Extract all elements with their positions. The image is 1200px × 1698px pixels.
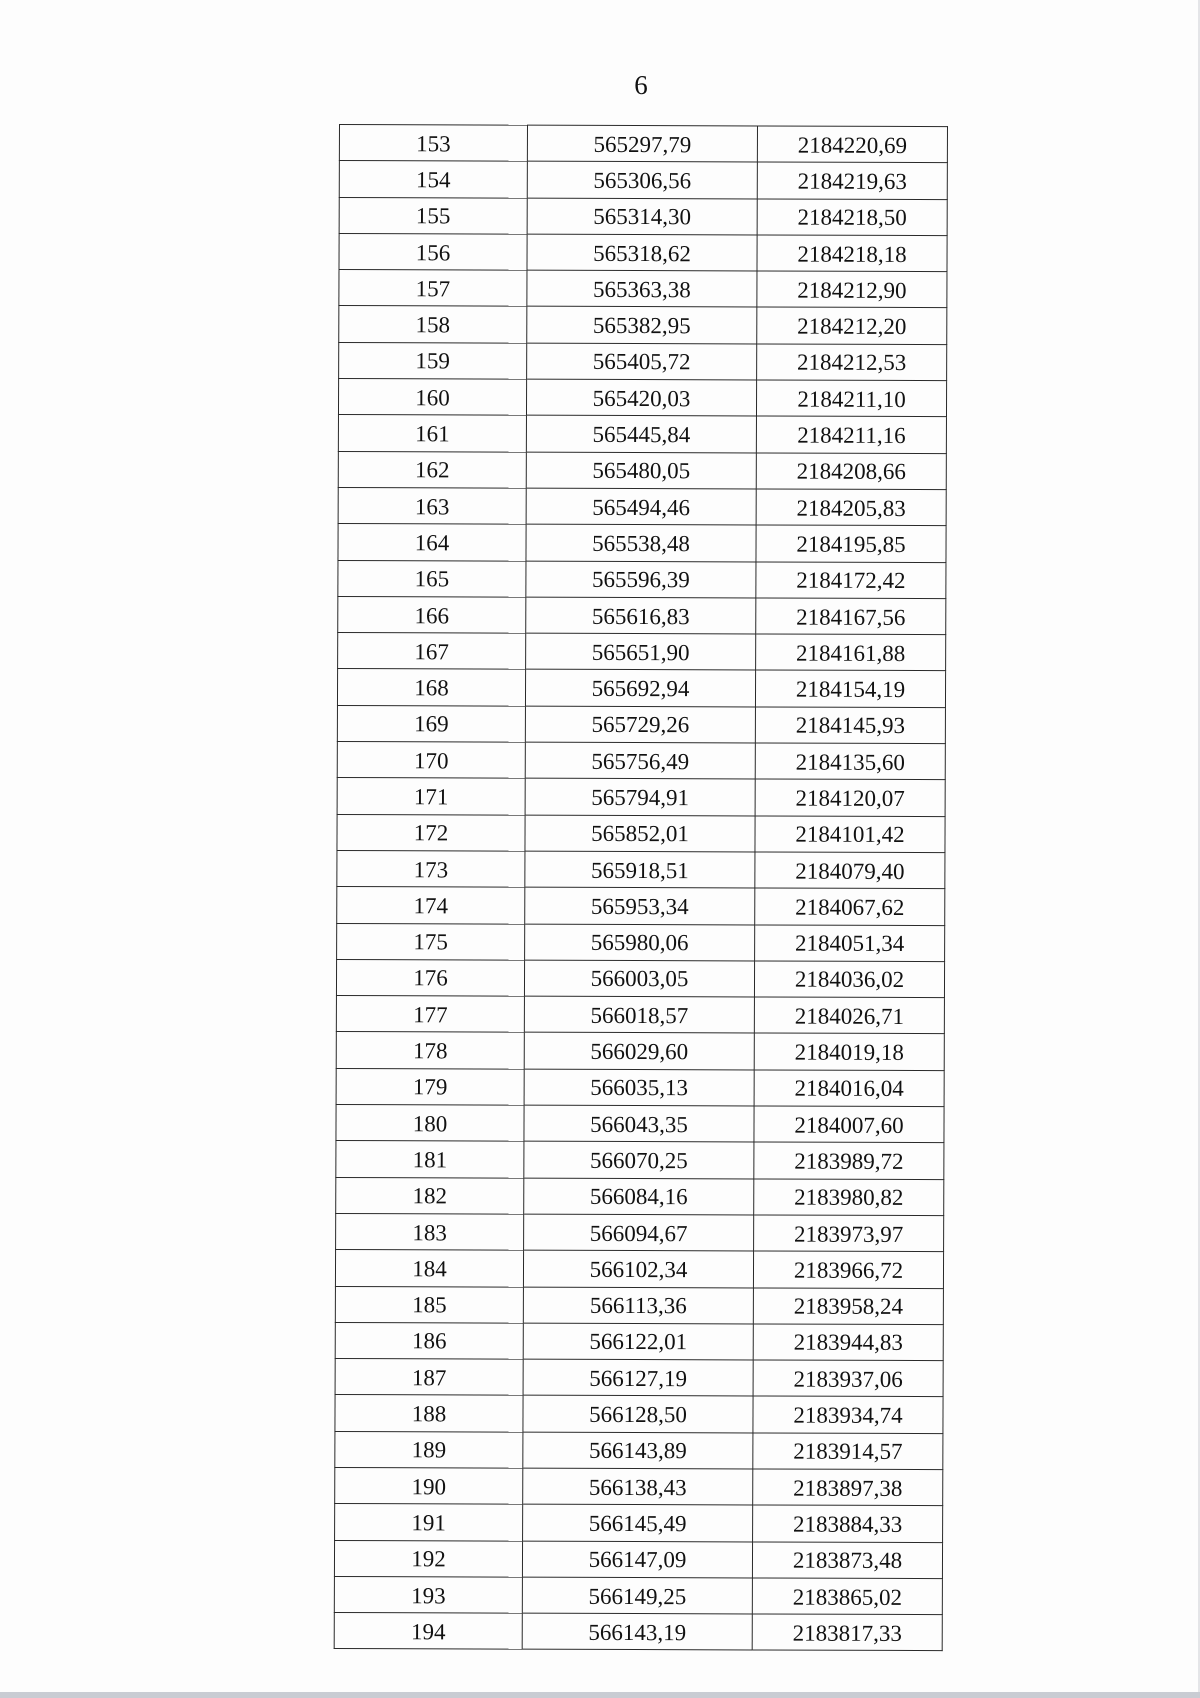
point-number-cell: 159	[339, 342, 527, 379]
coordinate-y-cell: 2184218,50	[757, 199, 947, 236]
coordinate-x-cell: 566149,25	[522, 1577, 752, 1614]
table-row	[335, 1359, 943, 1397]
coordinate-y-cell: 2183914,57	[753, 1433, 943, 1470]
table-row	[336, 1032, 944, 1070]
coordinate-y-cell: 2184007,60	[754, 1106, 944, 1143]
point-number-cell: 172	[337, 814, 525, 851]
table-row	[338, 596, 946, 634]
point-number-cell: 156	[339, 233, 527, 270]
coordinate-x-cell: 566143,19	[522, 1613, 752, 1650]
coordinate-y-cell: 2184220,69	[757, 126, 947, 163]
table-row	[337, 850, 945, 888]
point-number-cell: 193	[334, 1576, 522, 1613]
table-row	[336, 1177, 944, 1215]
coordinate-x-cell: 566128,50	[523, 1396, 753, 1433]
point-number-cell: 173	[337, 850, 525, 887]
coordinate-y-cell: 2183937,06	[753, 1360, 943, 1397]
coordinate-x-cell: 565794,91	[525, 778, 755, 815]
coordinate-x-cell: 566035,13	[524, 1069, 754, 1106]
coordinate-y-cell: 2184172,42	[756, 562, 946, 599]
coordinate-y-cell: 2183980,82	[754, 1179, 944, 1216]
coordinate-y-cell: 2184026,71	[754, 997, 944, 1034]
point-number-cell: 163	[338, 487, 526, 524]
table-row	[337, 669, 945, 707]
point-number-cell: 188	[335, 1395, 523, 1432]
coordinate-x-cell: 565480,05	[526, 452, 756, 489]
coordinate-y-cell: 2183897,38	[753, 1469, 943, 1506]
coordinate-y-cell: 2184212,20	[757, 307, 947, 344]
coordinate-x-cell: 565445,84	[526, 416, 756, 453]
table-row	[335, 1286, 943, 1324]
table-row	[335, 1504, 943, 1542]
point-number-cell: 153	[339, 125, 527, 162]
point-number-cell: 179	[336, 1068, 524, 1105]
table-row	[336, 959, 944, 997]
coordinate-x-cell: 566070,25	[524, 1141, 754, 1178]
coordinate-y-cell: 2184212,90	[757, 271, 947, 308]
coordinate-y-cell: 2184036,02	[754, 961, 944, 998]
coordinate-y-cell: 2183973,97	[754, 1215, 944, 1252]
table-row	[338, 560, 946, 598]
point-number-cell: 170	[337, 742, 525, 779]
point-number-cell: 160	[338, 379, 526, 416]
coordinate-y-cell: 2184120,07	[755, 779, 945, 816]
table-row	[335, 1395, 943, 1433]
coordinate-y-cell: 2183966,72	[753, 1251, 943, 1288]
point-number-cell: 175	[337, 923, 525, 960]
point-number-cell: 157	[339, 270, 527, 307]
point-number-cell: 192	[334, 1540, 522, 1577]
point-number-cell: 161	[338, 415, 526, 452]
table-row	[338, 633, 946, 671]
coordinate-x-cell: 566084,16	[524, 1178, 754, 1215]
coordinate-y-cell: 2184154,19	[755, 670, 945, 707]
table-row	[339, 197, 947, 235]
coordinate-x-cell: 565314,30	[527, 198, 757, 235]
coordinate-x-cell: 566102,34	[523, 1250, 753, 1287]
point-number-cell: 176	[336, 959, 524, 996]
coordinate-y-cell: 2184211,16	[756, 416, 946, 453]
point-number-cell: 174	[337, 887, 525, 924]
point-number-cell: 180	[336, 1105, 524, 1142]
coordinate-y-cell: 2183958,24	[753, 1287, 943, 1324]
table-row	[335, 1250, 943, 1288]
coordinate-x-cell: 565596,39	[526, 561, 756, 598]
coordinate-x-cell: 566138,43	[523, 1468, 753, 1505]
table-row	[335, 1322, 943, 1360]
coordinate-x-cell: 565538,48	[526, 524, 756, 561]
page-number: 6	[634, 70, 648, 100]
coordinate-y-cell: 2184167,56	[756, 598, 946, 635]
coordinate-y-cell: 2184161,88	[756, 634, 946, 671]
coordinate-x-cell: 566029,60	[524, 1033, 754, 1070]
coordinate-x-cell: 566122,01	[523, 1323, 753, 1360]
coordinate-y-cell: 2183884,33	[753, 1505, 943, 1542]
point-number-cell: 184	[335, 1250, 523, 1287]
coordinate-x-cell: 566127,19	[523, 1359, 753, 1396]
coordinate-x-cell: 565363,38	[527, 270, 757, 307]
coordinate-y-cell: 2184051,34	[755, 924, 945, 961]
table-row	[334, 1576, 942, 1614]
coordinate-y-cell: 2184135,60	[755, 743, 945, 780]
point-number-cell: 189	[335, 1431, 523, 1468]
point-number-cell: 162	[338, 451, 526, 488]
table-row	[338, 451, 946, 489]
coordinate-x-cell: 565297,79	[527, 125, 757, 162]
coordinates-table	[334, 124, 948, 1652]
table-row	[337, 923, 945, 961]
table-row	[336, 1141, 944, 1179]
coordinate-y-cell: 2184195,85	[756, 525, 946, 562]
table-row	[334, 1613, 942, 1651]
coordinate-y-cell: 2183865,02	[752, 1578, 942, 1615]
coordinates-table-body	[334, 125, 947, 1652]
coordinate-y-cell: 2184067,62	[755, 888, 945, 925]
coordinate-y-cell: 2184016,04	[754, 1070, 944, 1107]
coordinate-y-cell: 2184211,10	[756, 380, 946, 417]
point-number-cell: 165	[338, 560, 526, 597]
coordinate-y-cell: 2184079,40	[755, 852, 945, 889]
coordinate-y-cell: 2183873,48	[752, 1542, 942, 1579]
coordinate-x-cell: 566113,36	[523, 1287, 753, 1324]
coordinate-x-cell: 566018,57	[524, 996, 754, 1033]
coordinate-y-cell: 2183934,74	[753, 1396, 943, 1433]
point-number-cell: 154	[339, 161, 527, 198]
point-number-cell: 190	[335, 1467, 523, 1504]
coordinate-y-cell: 2184219,63	[757, 162, 947, 199]
table-row	[338, 524, 946, 562]
table-row	[339, 125, 947, 163]
point-number-cell: 185	[335, 1286, 523, 1323]
table-row	[336, 1213, 944, 1251]
table-row	[337, 705, 945, 743]
coordinate-x-cell: 565756,49	[525, 742, 755, 779]
coordinate-y-cell: 2184218,18	[757, 235, 947, 272]
coordinate-y-cell: 2184208,66	[756, 453, 946, 490]
coordinate-x-cell: 566094,67	[524, 1214, 754, 1251]
coordinate-x-cell: 565318,62	[527, 234, 757, 271]
point-number-cell: 183	[336, 1213, 524, 1250]
point-number-cell: 181	[336, 1141, 524, 1178]
coordinate-x-cell: 565306,56	[527, 161, 757, 198]
coordinate-x-cell: 566145,49	[523, 1504, 753, 1541]
point-number-cell: 169	[337, 705, 525, 742]
table-row	[338, 379, 946, 417]
coordinate-y-cell: 2183817,33	[752, 1614, 942, 1651]
coordinate-x-cell: 565918,51	[525, 851, 755, 888]
point-number-cell: 191	[335, 1504, 523, 1541]
coordinate-y-cell: 2184145,93	[755, 707, 945, 744]
coordinate-x-cell: 565420,03	[526, 379, 756, 416]
scan-edge-bottom	[0, 1692, 1200, 1698]
point-number-cell: 187	[335, 1359, 523, 1396]
table-row	[338, 415, 946, 453]
point-number-cell: 182	[336, 1177, 524, 1214]
table-row	[339, 270, 947, 308]
table-row	[336, 996, 944, 1034]
coordinate-x-cell: 565651,90	[526, 633, 756, 670]
table-row	[339, 233, 947, 271]
point-number-cell: 186	[335, 1322, 523, 1359]
coordinate-x-cell: 566143,89	[523, 1432, 753, 1469]
coordinate-y-cell: 2183944,83	[753, 1324, 943, 1361]
coordinate-x-cell: 565980,06	[525, 924, 755, 961]
table-row	[337, 887, 945, 925]
table-row	[339, 161, 947, 199]
coordinate-x-cell: 565616,83	[526, 597, 756, 634]
table-row	[336, 1068, 944, 1106]
coordinate-y-cell: 2184212,53	[757, 344, 947, 381]
table-row	[337, 742, 945, 780]
coordinate-y-cell: 2184019,18	[754, 1033, 944, 1070]
table-row	[335, 1431, 943, 1469]
table-row	[335, 1467, 943, 1505]
coordinate-x-cell: 565729,26	[525, 706, 755, 743]
table-row	[338, 487, 946, 525]
table-row	[337, 814, 945, 852]
point-number-cell: 194	[334, 1613, 522, 1650]
table-row	[336, 1105, 944, 1143]
table-row	[337, 778, 945, 816]
table-row	[334, 1540, 942, 1578]
coordinate-x-cell: 565953,34	[525, 887, 755, 924]
coordinate-y-cell: 2183989,72	[754, 1142, 944, 1179]
point-number-cell: 166	[338, 596, 526, 633]
coordinate-x-cell: 565405,72	[527, 343, 757, 380]
coordinate-x-cell: 565852,01	[525, 815, 755, 852]
point-number-cell: 178	[336, 1032, 524, 1069]
coordinate-y-cell: 2184205,83	[756, 489, 946, 526]
point-number-cell: 164	[338, 524, 526, 561]
coordinate-x-cell: 566043,35	[524, 1105, 754, 1142]
point-number-cell: 158	[339, 306, 527, 343]
coordinate-x-cell: 565382,95	[527, 307, 757, 344]
coordinate-x-cell: 566147,09	[522, 1541, 752, 1578]
table-row	[339, 306, 947, 344]
point-number-cell: 168	[337, 669, 525, 706]
point-number-cell: 167	[338, 633, 526, 670]
coordinate-y-cell: 2184101,42	[755, 816, 945, 853]
point-number-cell: 171	[337, 778, 525, 815]
point-number-cell: 155	[339, 197, 527, 234]
coordinate-x-cell: 565494,46	[526, 488, 756, 525]
coordinate-x-cell: 566003,05	[524, 960, 754, 997]
point-number-cell: 177	[336, 996, 524, 1033]
table-row	[339, 342, 947, 380]
coordinate-x-cell: 565692,94	[525, 670, 755, 707]
